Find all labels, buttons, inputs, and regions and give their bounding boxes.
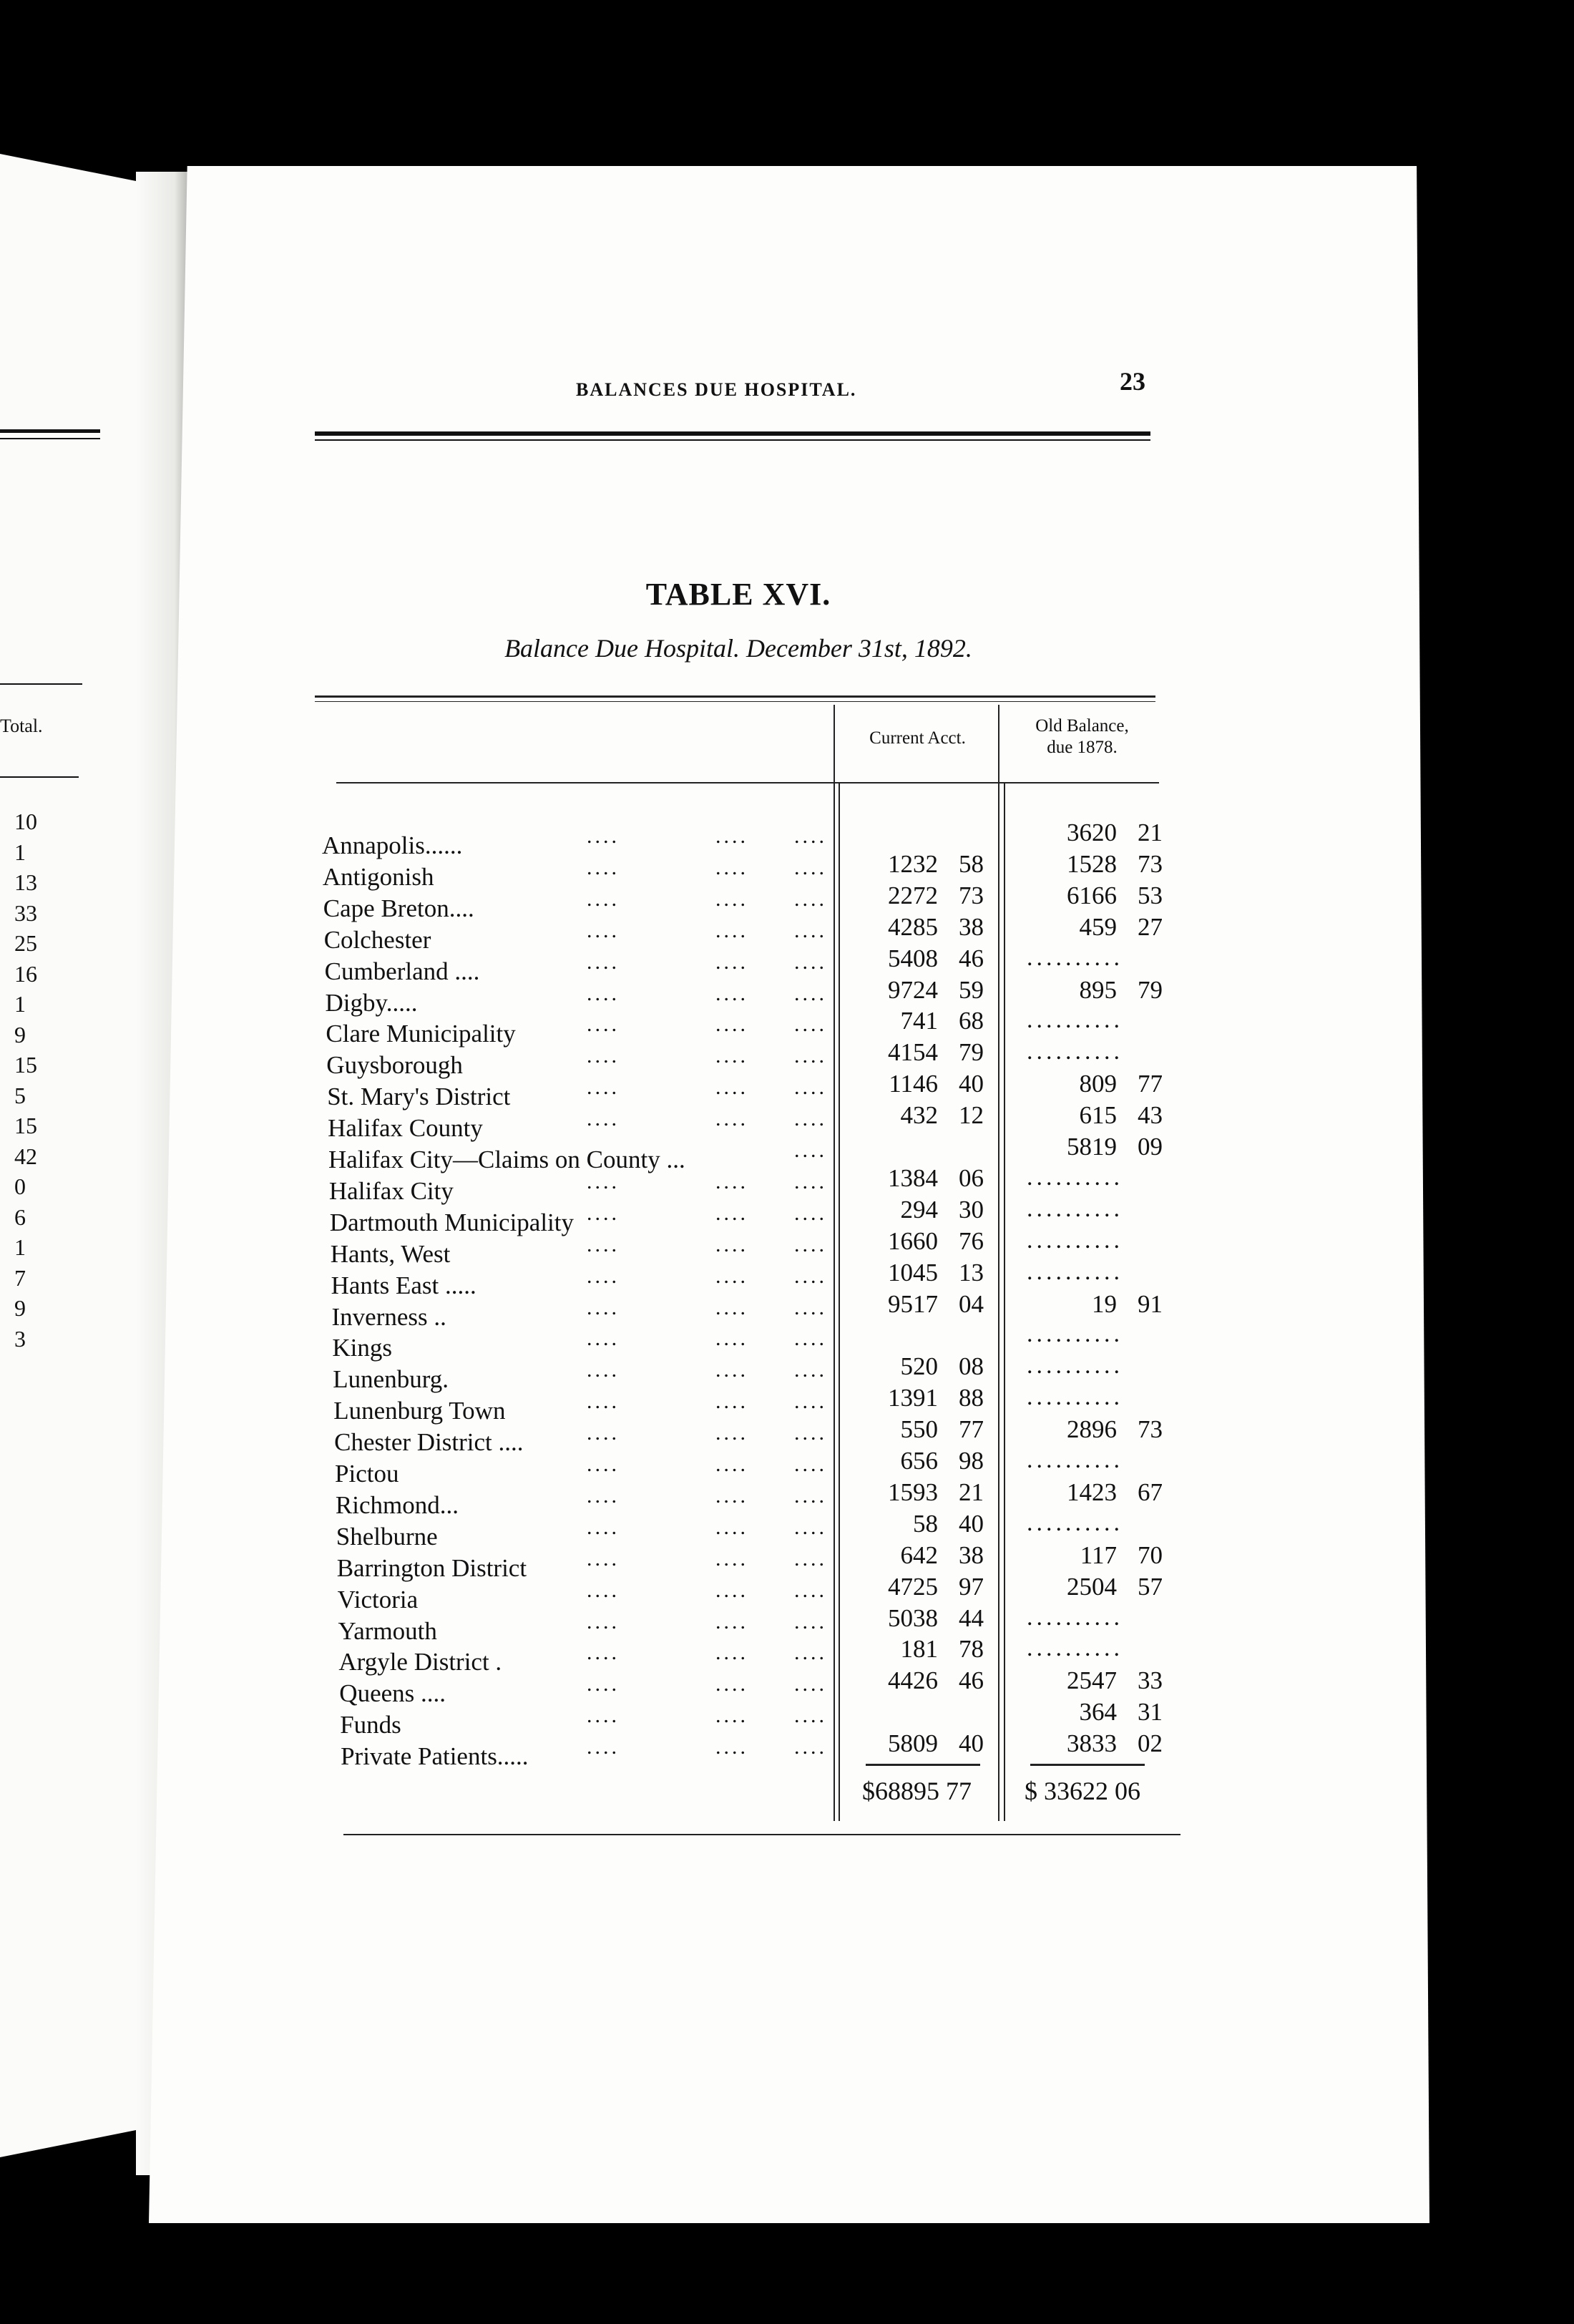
leader-dots: .... — [587, 1295, 620, 1319]
county-name: Cape Breton.... — [323, 894, 474, 922]
leader-dots: .... — [715, 1232, 748, 1256]
leader-dots: .... — [587, 1641, 620, 1665]
old-balance-value-blank: .......... — [1027, 944, 1123, 971]
old-balance-value: 3833 02 — [1067, 1729, 1163, 1758]
old-balance-value: 3620 21 — [1067, 819, 1163, 846]
old-balance-value-blank: .......... — [1027, 1447, 1123, 1473]
leader-dots: .... — [715, 1578, 748, 1602]
header-rule — [315, 431, 1150, 436]
leader-dots: .... — [794, 824, 827, 848]
leader-dots: .... — [715, 1264, 748, 1288]
leader-dots: .... — [715, 1704, 748, 1728]
table-subtitle: Balance Due Hospital. December 31st, 1892. — [504, 634, 972, 663]
old-balance-value-blank: .......... — [1027, 1509, 1123, 1536]
leader-dots: .... — [794, 1609, 827, 1634]
county-name: Halifax City—Claims on County ... — [328, 1146, 685, 1173]
left-total-value: 16 — [14, 960, 37, 987]
leader-dots: .... — [715, 918, 748, 942]
leader-dots: .... — [794, 1264, 827, 1288]
leader-dots: .... — [587, 1264, 620, 1288]
leader-dots: .... — [794, 1546, 827, 1571]
column-header-old-balance — [1005, 716, 1159, 758]
left-total-value: 1 — [14, 839, 26, 865]
leader-dots: .... — [587, 1012, 620, 1037]
county-name: Barrington District — [336, 1553, 527, 1582]
leader-dots: .... — [715, 855, 748, 879]
current-account-value: 4285 38 — [888, 912, 984, 941]
left-page-rule — [0, 776, 79, 778]
leader-dots: .... — [587, 1672, 620, 1696]
total-old-balance: $ 33622 06 — [1025, 1777, 1140, 1805]
old-balance-value: 1528 73 — [1067, 849, 1163, 878]
leader-dots: .... — [794, 1012, 827, 1037]
leader-dots: .... — [587, 1421, 620, 1445]
leader-dots: .... — [794, 1107, 827, 1131]
left-total-value: 10 — [14, 809, 37, 834]
old-balance-value-blank: .......... — [1027, 1635, 1123, 1662]
leader-dots: .... — [587, 1452, 620, 1476]
leader-dots: .... — [587, 1390, 620, 1414]
old-balance-value: 2547 33 — [1067, 1666, 1163, 1695]
current-account-value: 5038 44 — [888, 1603, 984, 1632]
leader-dots: .... — [587, 1578, 620, 1602]
current-account-value: 1232 58 — [888, 849, 984, 878]
current-account-value: 5408 46 — [888, 944, 984, 972]
old-balance-value-blank: .......... — [1027, 1226, 1123, 1254]
left-page-rule — [0, 438, 100, 439]
current-account-value: 1045 13 — [888, 1258, 984, 1286]
leader-dots: .... — [794, 918, 827, 942]
leader-dots: .... — [715, 1421, 748, 1445]
table-top-rule — [315, 695, 1155, 698]
leader-dots: .... — [587, 1546, 620, 1571]
leader-dots: .... — [715, 1515, 748, 1539]
old-balance-value: 459 27 — [1079, 912, 1163, 941]
county-name: Pictou — [335, 1460, 399, 1488]
county-name: Chester District .... — [334, 1428, 524, 1457]
county-name: Antigonish — [322, 862, 434, 891]
leader-dots: .... — [587, 1735, 620, 1759]
leader-dots: .... — [794, 1578, 827, 1602]
county-name: Private Patients..... — [341, 1742, 529, 1771]
column-divider — [834, 705, 835, 1821]
current-account-value: 9517 04 — [888, 1289, 984, 1318]
current-account-value: 58 40 — [913, 1509, 984, 1538]
current-account-value: 294 30 — [900, 1195, 984, 1224]
current-account-value: 4154 79 — [888, 1038, 984, 1067]
old-balance-value: 5819 09 — [1067, 1133, 1163, 1161]
old-balance-value-blank: .......... — [1027, 1603, 1123, 1631]
current-account-value: 4426 46 — [888, 1666, 984, 1695]
leader-dots: .... — [794, 1358, 827, 1382]
column-header-old-line1: Old Balance, — [1035, 716, 1129, 736]
leader-dots: .... — [794, 1515, 827, 1539]
leader-dots: .... — [794, 1452, 827, 1476]
leader-dots: .... — [715, 1295, 748, 1319]
county-name: Digby..... — [325, 988, 418, 1017]
page-number: 23 — [1120, 367, 1145, 396]
left-total-value: 42 — [14, 1143, 37, 1169]
leader-dots: .... — [715, 1201, 748, 1225]
left-total-value: 1 — [14, 1234, 26, 1260]
county-name: St. Mary's District — [327, 1083, 511, 1111]
leader-dots: .... — [715, 981, 748, 1005]
old-balance-value-blank: .......... — [1027, 1321, 1123, 1348]
old-balance-value-blank: .......... — [1027, 1195, 1123, 1222]
leader-dots: .... — [715, 1390, 748, 1414]
left-total-header: Total. — [0, 716, 43, 736]
leader-dots: .... — [587, 1515, 620, 1539]
leader-dots: .... — [587, 1201, 620, 1225]
leader-dots: .... — [794, 887, 827, 911]
county-name: Lunenburg. — [333, 1365, 449, 1394]
county-name: Lunenburg Town — [333, 1397, 506, 1425]
leader-dots: .... — [587, 1169, 620, 1193]
leader-dots: .... — [794, 1075, 827, 1100]
county-name: Funds — [340, 1711, 401, 1739]
current-account-value: 656 98 — [900, 1447, 984, 1475]
leader-dots: .... — [794, 1327, 827, 1351]
leader-dots: .... — [587, 887, 620, 911]
leader-dots: .... — [794, 855, 827, 879]
county-name: Halifax County — [328, 1114, 483, 1143]
leader-dots: .... — [587, 949, 620, 974]
left-total-value: 7 — [14, 1264, 26, 1291]
leader-dots: .... — [715, 1075, 748, 1100]
old-balance-value: 2896 73 — [1067, 1415, 1163, 1444]
leader-dots: .... — [587, 1107, 620, 1131]
current-account-value: 9724 59 — [888, 975, 984, 1004]
leader-dots: .... — [794, 1295, 827, 1319]
leader-dots: .... — [587, 1483, 620, 1508]
current-account-value: 1384 06 — [888, 1163, 984, 1192]
left-total-value: 15 — [14, 1113, 37, 1138]
left-total-value: 0 — [14, 1173, 26, 1199]
leader-dots: .... — [715, 1609, 748, 1634]
leader-dots: .... — [794, 1169, 827, 1193]
leader-dots: .... — [715, 1452, 748, 1476]
leader-dots: .... — [794, 1735, 827, 1759]
county-name: Halifax City — [328, 1176, 454, 1205]
county-name: Inverness .. — [331, 1302, 446, 1331]
left-total-value: 25 — [14, 930, 37, 956]
leader-dots: .... — [587, 1704, 620, 1728]
leader-dots: .... — [715, 1735, 748, 1759]
old-balance-value: 2504 57 — [1067, 1572, 1163, 1601]
column-header-old-line2: due 1878. — [1047, 738, 1118, 757]
totals-rule — [1030, 1764, 1145, 1766]
county-name: Yarmouth — [338, 1616, 437, 1645]
current-account-value: 432 12 — [900, 1101, 984, 1130]
county-name: Clare Municipality — [326, 1020, 516, 1048]
old-balance-value: 809 77 — [1079, 1070, 1163, 1098]
county-name: Guysborough — [326, 1051, 463, 1080]
current-account-value: 5809 40 — [888, 1729, 984, 1758]
leader-dots: .... — [794, 1704, 827, 1728]
leader-dots: .... — [715, 887, 748, 911]
county-name: Dartmouth Municipality — [329, 1208, 574, 1236]
leader-dots: .... — [587, 824, 620, 848]
county-name: Kings — [332, 1334, 393, 1362]
old-balance-value: 615 43 — [1079, 1101, 1163, 1130]
leader-dots: .... — [587, 1358, 620, 1382]
county-name: Shelburne — [336, 1522, 438, 1551]
left-total-value: 15 — [14, 1052, 37, 1078]
leader-dots: .... — [794, 1138, 827, 1162]
county-name: Colchester — [323, 925, 431, 954]
leader-dots: .... — [715, 1546, 748, 1571]
leader-dots: .... — [587, 981, 620, 1005]
table-top-rule — [315, 701, 1155, 702]
column-divider — [998, 705, 999, 1821]
leader-dots: .... — [587, 918, 620, 942]
county-name: Annapolis...... — [322, 831, 463, 859]
current-account-value: 741 68 — [900, 1007, 984, 1035]
left-total-value: 3 — [14, 1325, 26, 1352]
leader-dots: .... — [794, 1483, 827, 1508]
total-current: $68895 77 — [862, 1777, 972, 1805]
county-name: Argyle District . — [338, 1648, 502, 1676]
old-balance-value-blank: .......... — [1027, 1163, 1123, 1191]
leader-dots: .... — [794, 1232, 827, 1256]
current-account-value: 2272 73 — [888, 881, 984, 909]
leader-dots: .... — [715, 1012, 748, 1037]
leader-dots: .... — [794, 1672, 827, 1696]
old-balance-value-blank: .......... — [1027, 1352, 1123, 1380]
current-account-value: 4725 97 — [888, 1572, 984, 1601]
leader-dots: .... — [715, 824, 748, 848]
county-name: Victoria — [337, 1585, 419, 1613]
current-account-value: 642 38 — [900, 1541, 984, 1569]
current-account-value: 1660 76 — [888, 1226, 984, 1255]
leader-dots: .... — [587, 1075, 620, 1100]
old-balance-value: 895 79 — [1079, 975, 1163, 1004]
table-bottom-rule — [343, 1834, 1180, 1835]
leader-dots: .... — [715, 1641, 748, 1665]
totals-rule — [866, 1764, 980, 1766]
left-total-value: 33 — [14, 899, 37, 926]
current-account-value: 1391 88 — [888, 1384, 984, 1412]
table-title: TABLE XVI. — [645, 577, 831, 612]
leader-dots: .... — [715, 1107, 748, 1131]
column-divider — [1004, 783, 1005, 1821]
left-total-value: 6 — [14, 1204, 26, 1230]
leader-dots: .... — [715, 1327, 748, 1351]
leader-dots: .... — [715, 1358, 748, 1382]
leader-dots: .... — [715, 1483, 748, 1508]
leader-dots: .... — [794, 981, 827, 1005]
county-name: Queens .... — [339, 1679, 446, 1708]
old-balance-value: 364 31 — [1079, 1698, 1163, 1727]
old-balance-value-blank: .......... — [1027, 1038, 1123, 1065]
leader-dots: .... — [794, 1390, 827, 1414]
left-total-value: 1 — [14, 991, 26, 1017]
leader-dots: .... — [715, 949, 748, 974]
leader-dots: .... — [794, 1641, 827, 1665]
old-balance-value: 117 70 — [1080, 1541, 1163, 1569]
left-total-value: 13 — [14, 869, 37, 895]
leader-dots: .... — [715, 1044, 748, 1068]
current-account-value: 1593 21 — [888, 1478, 984, 1506]
old-balance-value: 19 91 — [1092, 1289, 1163, 1318]
old-balance-value-blank: .......... — [1027, 1007, 1123, 1034]
left-total-value: 9 — [14, 1295, 26, 1321]
county-name: Hants, West — [330, 1239, 451, 1268]
column-header-current: Current Acct. — [869, 728, 966, 748]
current-account-value: 181 78 — [900, 1635, 984, 1664]
header-rule — [315, 439, 1150, 441]
old-balance-value: 1423 67 — [1067, 1478, 1163, 1506]
left-page-rule — [0, 683, 82, 685]
left-page-rule — [0, 429, 100, 433]
column-header-rule — [336, 782, 1159, 783]
leader-dots: .... — [587, 1044, 620, 1068]
running-head: BALANCES DUE HOSPITAL. — [576, 379, 857, 400]
left-total-value: 5 — [14, 1082, 26, 1108]
county-name: Richmond... — [335, 1490, 459, 1519]
leader-dots: .... — [587, 1327, 620, 1351]
leader-dots: .... — [587, 1609, 620, 1634]
left-total-value: 9 — [14, 1021, 26, 1048]
current-account-value: 1146 40 — [889, 1070, 984, 1098]
leader-dots: .... — [794, 1201, 827, 1225]
old-balance-value-blank: .......... — [1027, 1258, 1123, 1285]
county-name: Hants East ..... — [331, 1271, 476, 1299]
current-account-value: 520 08 — [900, 1352, 984, 1381]
leader-dots: .... — [715, 1169, 748, 1193]
old-balance-value: 6166 53 — [1067, 881, 1163, 909]
current-account-value: 550 77 — [900, 1415, 984, 1444]
column-divider — [839, 783, 840, 1821]
leader-dots: .... — [587, 855, 620, 879]
old-balance-value-blank: .......... — [1027, 1384, 1123, 1411]
leader-dots: .... — [794, 949, 827, 974]
county-name: Cumberland .... — [324, 957, 480, 985]
leader-dots: .... — [794, 1421, 827, 1445]
leader-dots: .... — [794, 1044, 827, 1068]
leader-dots: .... — [587, 1232, 620, 1256]
leader-dots: .... — [715, 1672, 748, 1696]
